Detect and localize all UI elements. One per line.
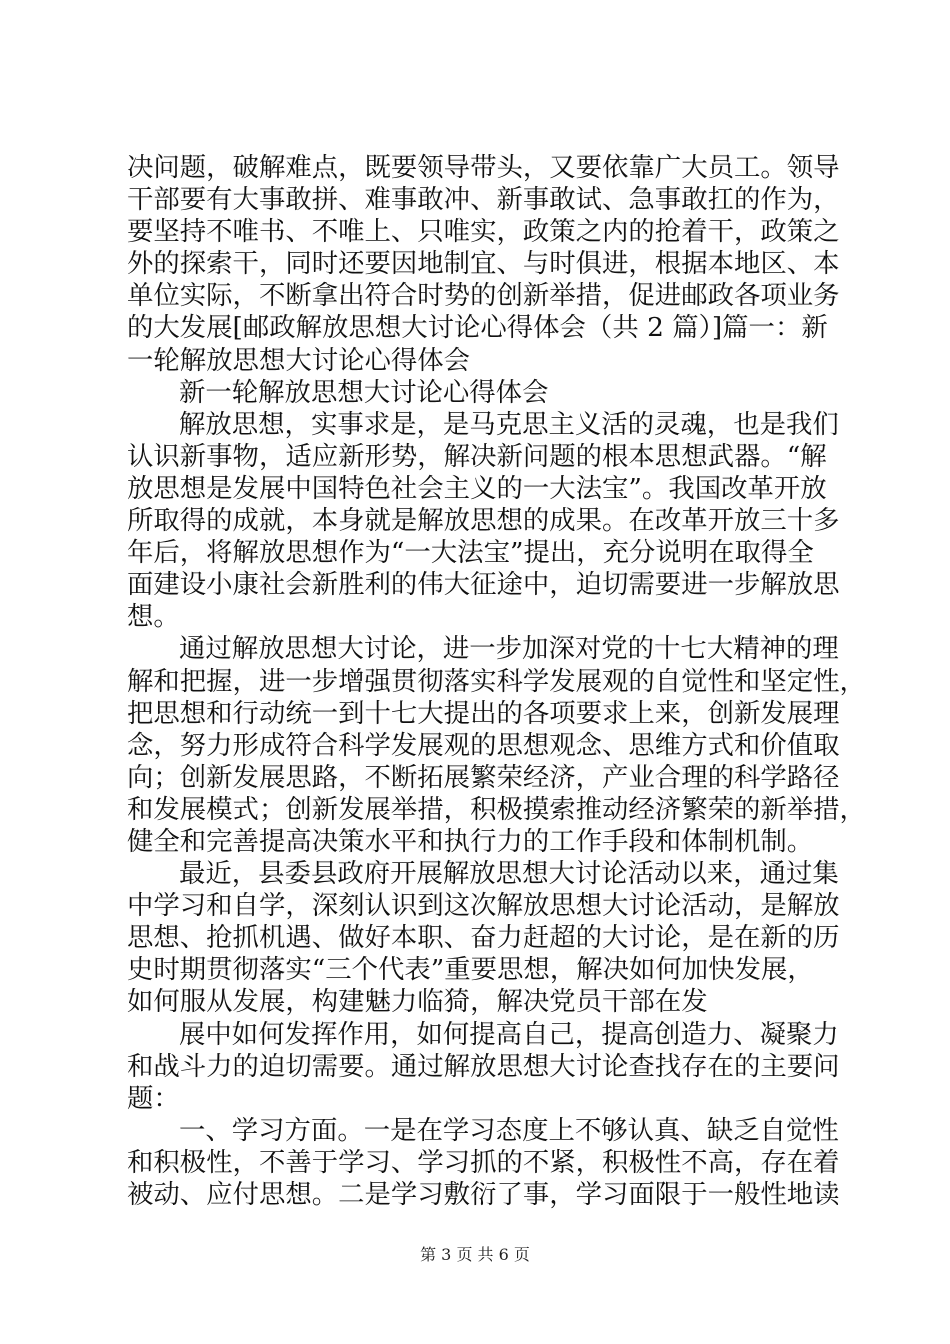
text-line: 一、学习方面。一是在学习态度上不够认真、缺乏自觉性 bbox=[179, 1114, 839, 1146]
text-line: 思想、抢抓机遇、做好本职、奋力赶超的大讨论，是在新的历 bbox=[127, 922, 840, 954]
text-line: 外的探索干，同时还要因地制宜、与时俱进，根据本地区、本 bbox=[127, 248, 840, 280]
text-line: 中学习和自学，深刻认识到这次解放思想大讨论活动，是解放 bbox=[127, 890, 840, 922]
text-line: 把思想和行动统一到十七大提出的各项要求上来，创新发展理 bbox=[127, 697, 840, 729]
page-footer: 第 3 页 共 6 页 bbox=[420, 1245, 530, 1264]
text-line: 向；创新发展思路，不断拓展繁荣经济，产业合理的科学路径 bbox=[127, 761, 840, 793]
text-line: 年后，将解放思想作为“一大法宝”提出，充分说明在取得全 bbox=[127, 537, 814, 569]
text-line: 史时期贯彻落实“三个代表”重要思想，解决如何加快发展， bbox=[127, 954, 814, 986]
body-text bbox=[127, 152, 866, 1211]
text-line: 解放思想，实事求是，是马克思主义活的灵魂，也是我们 bbox=[179, 408, 839, 440]
text-line: 干部要有大事敢拼、难事敢冲、新事敢试、急事敢扛的作为， bbox=[127, 184, 840, 216]
text-line: 想。 bbox=[127, 601, 180, 633]
text-line: 一轮解放思想大讨论心得体会 bbox=[127, 344, 471, 376]
text-line: 被动、应付思想。二是学习敷衍了事，学习面限于一般性地读 bbox=[127, 1179, 840, 1210]
text-line: 和积极性，不善于学习、学习抓的不紧，积极性不高，存在着 bbox=[127, 1146, 840, 1178]
text-line: 放思想是发展中国特色社会主义的一大法宝”。我国改革开放 bbox=[127, 472, 827, 504]
text-line: 新一轮解放思想大讨论心得体会 bbox=[179, 376, 549, 408]
text-line: 面建设小康社会新胜利的伟大征途中，迫切需要进一步解放思 bbox=[127, 569, 840, 601]
text-line: 要坚持不唯书、不唯上、只唯实，政策之内的抢着干，政策之 bbox=[127, 216, 840, 248]
text-line: 单位实际，不断拿出符合时势的创新举措，促进邮政各项业务 bbox=[127, 280, 840, 312]
text-line: 如何服从发展，构建魅力临猗，解决党员干部在发 bbox=[127, 986, 708, 1018]
text-line: 的大发展[邮政解放思想大讨论心得体会（共 2 篇）]篇一：新 bbox=[127, 312, 828, 344]
text-line: 最近，县委县政府开展解放思想大讨论活动以来，通过集 bbox=[179, 858, 839, 890]
text-line: 解和把握，进一步增强贯彻落实科学发展观的自觉性和坚定性， bbox=[127, 665, 866, 697]
text-line: 认识新事物，适应新形势，解决新问题的根本思想武器。“解 bbox=[127, 440, 827, 472]
text-line: 健全和完善提高决策水平和执行力的工作手段和体制机制。 bbox=[127, 825, 814, 857]
text-line: 题： bbox=[127, 1082, 180, 1114]
text-line: 决问题，破解难点，既要领导带头，又要依靠广大员工。领导 bbox=[127, 152, 840, 183]
text-line: 念，努力形成符合科学发展观的思想观念、思维方式和价值取 bbox=[127, 729, 840, 761]
text-line: 所取得的成就，本身就是解放思想的成果。在改革开放三十多 bbox=[127, 505, 840, 537]
text-line: 展中如何发挥作用，如何提高自己，提高创造力、凝聚力 bbox=[179, 1018, 839, 1050]
text-line: 和战斗力的迫切需要。通过解放思想大讨论查找存在的主要问 bbox=[127, 1050, 840, 1082]
text-line: 通过解放思想大讨论，进一步加深对党的十七大精神的理 bbox=[179, 633, 839, 665]
text-line: 和发展模式；创新发展举措，积极摸索推动经济繁荣的新举措， bbox=[127, 793, 866, 825]
